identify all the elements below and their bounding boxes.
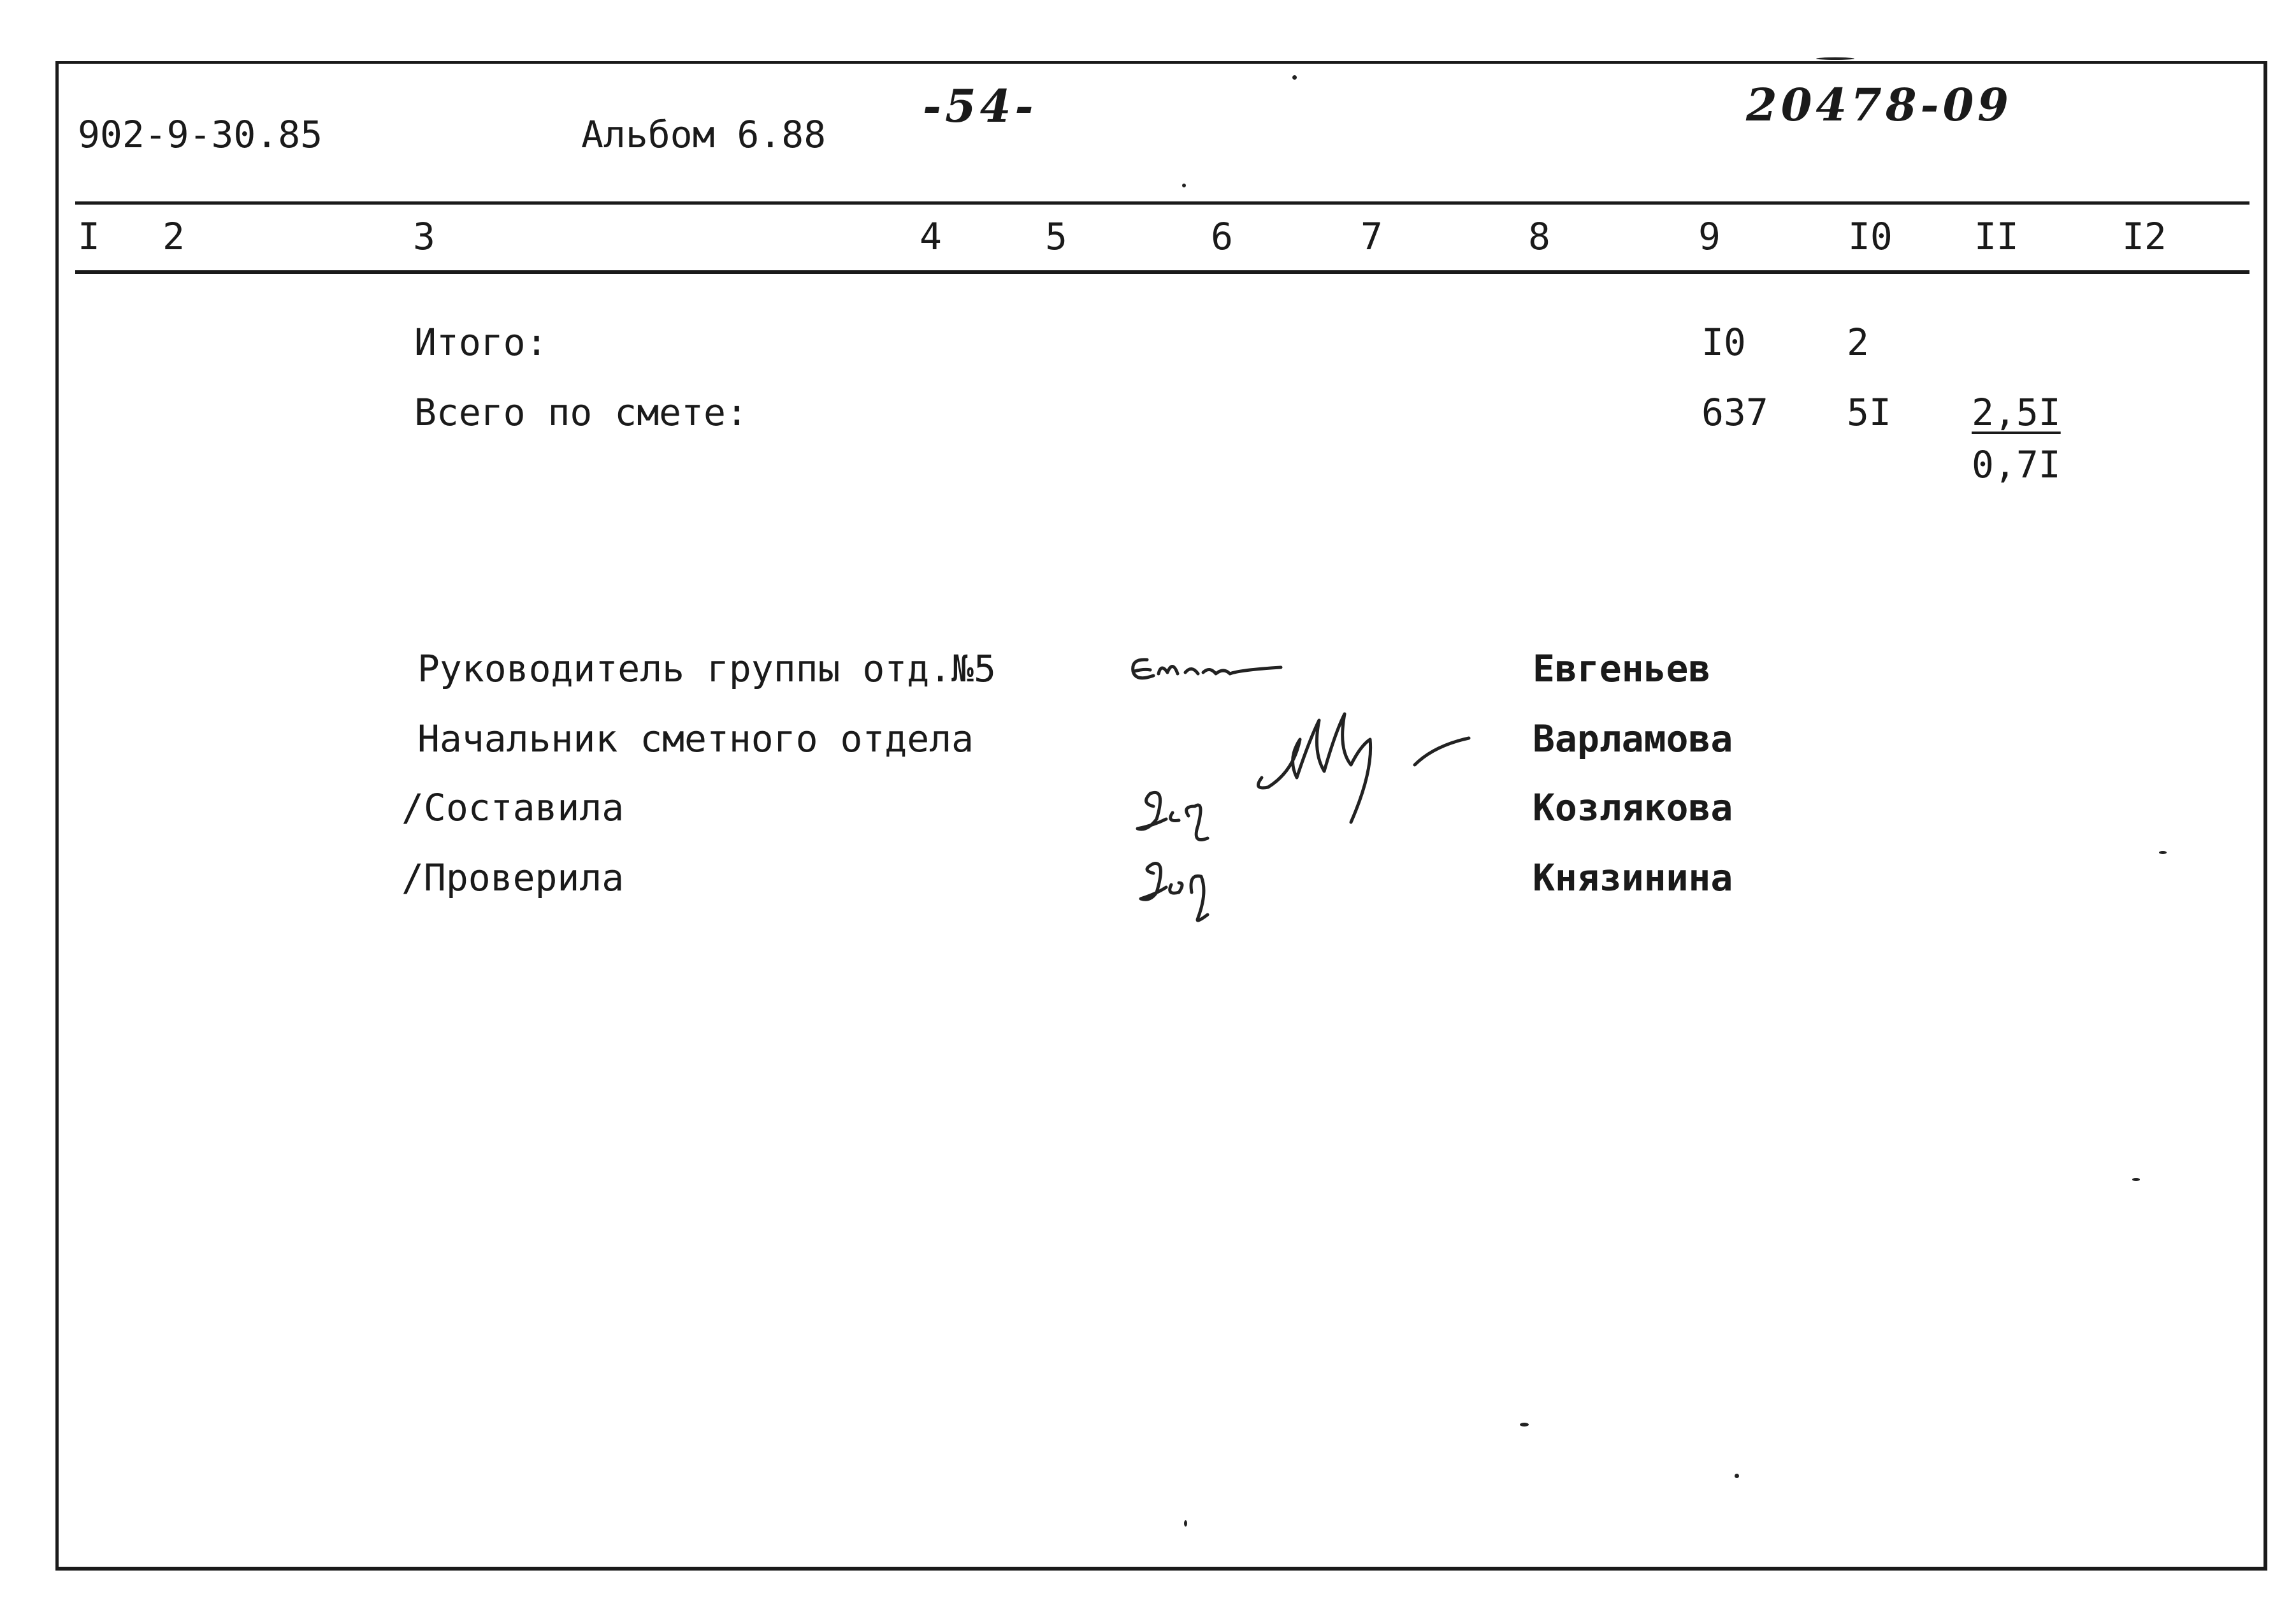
scan-speck xyxy=(1292,75,1297,80)
signature-head-of-group xyxy=(1128,647,1294,698)
scan-speck xyxy=(1184,1520,1187,1527)
column-number: I0 xyxy=(1848,215,1893,258)
signatory-role: Начальник сметного отдела xyxy=(417,717,974,760)
signatory-name: Евгеньев xyxy=(1533,647,1711,690)
scan-speck xyxy=(1816,57,1854,60)
page-number: -54- xyxy=(923,80,1037,133)
signatory-name: Козлякова xyxy=(1533,786,1733,829)
scan-speck xyxy=(1735,1474,1739,1478)
scan-speck xyxy=(2132,1178,2140,1181)
signatory-name: Варламова xyxy=(1533,717,1733,760)
subtotal-label: Итого: xyxy=(414,321,548,364)
column-number: 3 xyxy=(413,215,435,258)
header-bottom-rule xyxy=(75,270,2249,274)
column-number: 2 xyxy=(162,215,185,258)
column-number: 6 xyxy=(1211,215,1233,258)
column-number: I xyxy=(78,215,100,258)
header-top-rule xyxy=(75,201,2249,205)
subtotal-col10: 2 xyxy=(1847,321,1869,364)
scan-speck xyxy=(2159,851,2167,854)
signature-compiler xyxy=(1128,781,1255,864)
signature-head-of-dept xyxy=(1249,701,1491,841)
signatory-role: Руководитель группы отд.№5 xyxy=(417,647,996,690)
grand-total-col11-top: 2,5I xyxy=(1972,391,2061,434)
column-number: 5 xyxy=(1045,215,1067,258)
column-number: 4 xyxy=(920,215,942,258)
grand-total-col11-bottom: 0,7I xyxy=(1972,443,2061,486)
column-number: 8 xyxy=(1528,215,1550,258)
document-code: 902-9-30.85 xyxy=(78,113,323,156)
column-number: I2 xyxy=(2122,215,2167,258)
album-label: Альбом 6.88 xyxy=(581,113,827,156)
grand-total-col10: 5I xyxy=(1847,391,1891,434)
inventory-number: 20478-09 xyxy=(1746,78,2012,131)
column-number: II xyxy=(1974,215,2019,258)
column-number: 7 xyxy=(1361,215,1383,258)
scan-speck xyxy=(1182,184,1186,187)
grand-total-col9: 637 xyxy=(1701,391,1768,434)
signatory-role: /Составила xyxy=(401,786,625,829)
column-number: 9 xyxy=(1698,215,1721,258)
signatory-name: Князинина xyxy=(1533,856,1733,899)
subtotal-col9: I0 xyxy=(1701,321,1746,364)
signatory-role: /Проверила xyxy=(401,856,625,899)
scan-speck xyxy=(1520,1423,1529,1427)
signature-checker xyxy=(1128,854,1255,937)
grand-total-label: Всего по смете: xyxy=(414,391,748,434)
